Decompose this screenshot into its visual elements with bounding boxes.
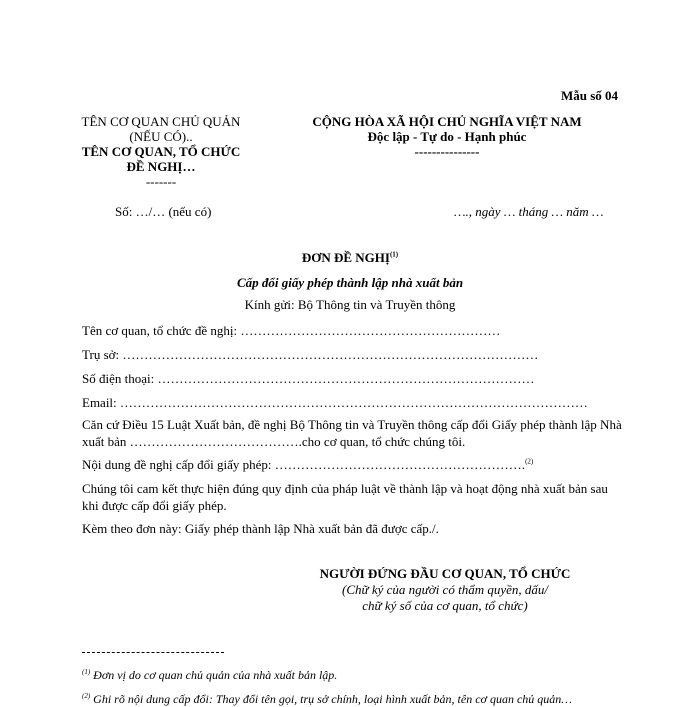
legal-basis-paragraph: Căn cứ Điều 15 Luật Xuất bản, đề nghị Bộ Thông tin và Truyền thông cấp đổi Giấy phép thành lập Nhà xuất bản ………………………………….cho cơ quan, tổ chức chúng tôi.: [82, 417, 622, 449]
requesting-org-line: TÊN CƠ QUAN, TỔ CHỨC: [81, 144, 241, 159]
national-header-divider: ---------------: [414, 144, 480, 159]
document-date: …., ngày … tháng … năm …: [454, 204, 604, 219]
org-name-field: Tên cơ quan, tổ chức đề nghị: ……………………………………………………: [82, 323, 501, 338]
signer-title: NGƯỜI ĐỨNG ĐẦU CƠ QUAN, TỔ CHỨC: [319, 566, 571, 581]
requesting-org-line-2: ĐỀ NGHỊ…: [126, 159, 196, 174]
document-subtitle: Cấp đổi giấy phép thành lập nhà xuất bản: [236, 275, 464, 290]
document-title-text: ĐƠN ĐỀ NGHỊ: [301, 250, 390, 265]
signature-note-1: (Chữ ký của người có thẩm quyền, dấu/: [342, 582, 548, 597]
footnote-1-text: Đơn vị do cơ quan chủ quản của nhà xuất bản lập.: [90, 668, 338, 682]
request-content-text: Nội dung đề nghị cấp đổi giấy phép: ………………………………………………….: [82, 457, 526, 472]
footnote-divider: [82, 652, 224, 653]
signature-note-2: chữ ký số của cơ quan, tổ chức): [362, 598, 528, 613]
attachment-line: Kèm theo đơn này: Giấy phép thành lập Nhà xuất bản đã được cấp./.: [82, 521, 439, 536]
document-title: [0, 250, 700, 266]
document-number: Số: …/… (nếu có): [115, 204, 212, 219]
commitment-paragraph: Chúng tôi cam kết thực hiện đúng quy định của pháp luật về thành lập và hoạt động nhà xuất bản sau khi được cấp đổi giấy phép.: [82, 481, 608, 513]
national-header: [292, 114, 602, 159]
footnote-2-marker: (2): [82, 692, 91, 700]
phone-field: Số điện thoại: ……………………………………………………………………………: [82, 371, 535, 386]
left-header-divider: -------: [145, 174, 177, 189]
footnote-2-text: Ghi rõ nội dung cấp đổi: Thay đổi tên gọi, trụ sở chính, loại hình xuất bản, tên cơ quan chủ quản…: [90, 692, 572, 706]
form-number: Mẫu số 04: [560, 88, 618, 103]
national-motto: Độc lập - Tự do - Hạnh phúc: [367, 129, 527, 144]
request-footnote-ref: (2): [525, 457, 534, 466]
signature-block: [310, 566, 580, 614]
issuing-agency-header: [76, 114, 246, 189]
recipient-line: Kính gửi: Bộ Thông tin và Truyền thông: [244, 297, 456, 312]
parent-agency-line: TÊN CƠ QUAN CHỦ QUẢN: [81, 114, 241, 129]
parent-agency-note: (NẾU CÓ)..: [129, 129, 193, 144]
address-field: Trụ sở: ……………………………………………………………………………………: [82, 347, 539, 362]
footnote-1: [82, 668, 337, 683]
national-title: CỘNG HÒA XÃ HỘI CHỦ NGHĨA VIỆT NAM: [312, 114, 582, 129]
title-footnote-ref: (1): [389, 250, 399, 259]
request-content-field: [82, 456, 622, 473]
footnote-1-marker: (1): [82, 668, 91, 676]
email-field: Email: ………………………………………………………………………………………………: [82, 395, 588, 410]
